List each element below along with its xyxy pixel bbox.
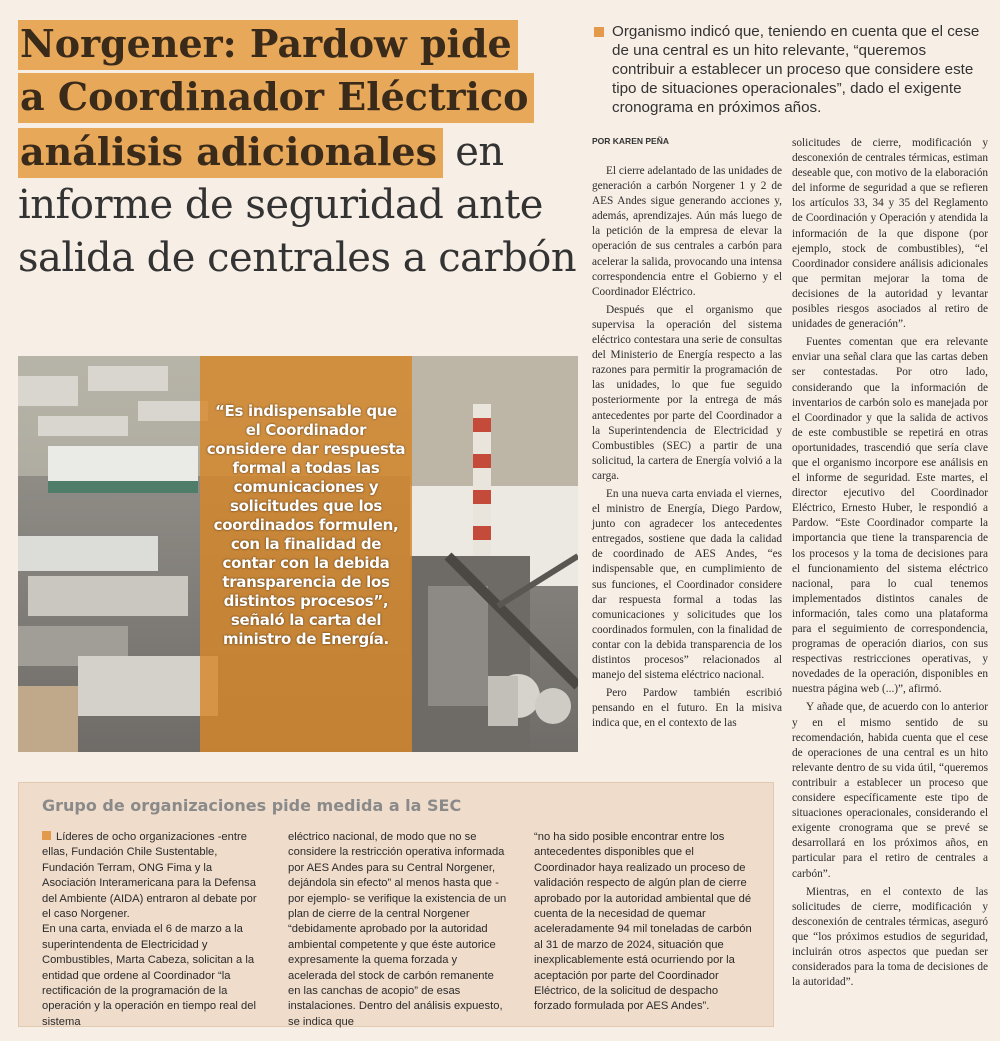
headline-bold-line-2: a Coordinador Eléctrico (18, 73, 534, 123)
headline (18, 20, 588, 285)
sidebar-column-2 (288, 830, 508, 1030)
body-column-2 (792, 136, 988, 993)
square-bullet-icon (42, 831, 51, 840)
byline: POR KAREN PEÑA (592, 136, 669, 146)
paragraph: El cierre adelantado de las unidades de generación a carbón Norgener 1 y 2 de AES Andes sigue generando acciones y, además, aprendizajes. Aún más luego de la petición de la empresa de elevar la operación de sus centrales a carbón para acelerar la salida, provocando una intensa correspondencia entre el Gobierno y el Coordinador Eléctrico. (592, 165, 782, 298)
paragraph: En una nueva carta enviada el viernes, el ministro de Energía, Diego Pardow, junto con agradecer los antecedentes entregados, sostiene que dada la calidad de coordinado de AES Andes, “es indispensable que, en cumplimiento de sus funciones, el Coordinador considere dar respuesta formal a todas las comunicaciones y solicitudes que los coordinados formulen, con la finalidad de contar con la debida transparencia de los distintos procesos” relacionados al manejo del sistema eléctrico nacional. (592, 487, 782, 682)
body-column-1 (592, 164, 782, 734)
lead-paragraph (592, 22, 988, 117)
sidebar-column-3 (534, 830, 754, 1015)
square-bullet-icon (594, 27, 604, 37)
paragraph: Líderes de ocho organizaciones -entre ellas, Fundación Chile Sustentable, Fundación Terram, ONG Fima y la Asociación Interamericana para la Defensa del Ambiente (AIDA) entraron al debate por el caso Norgener. (42, 831, 257, 921)
headline-bold-line-1: Norgener: Pardow pide (18, 20, 518, 70)
paragraph: Después que el organismo que supervisa la operación del sistema eléctrico contestara una serie de consultas del Ministerio de Energía respecto a las razones para permitir la programación de las unidades, lo que fue seguido posteriormente por la entrega de más antecedentes por parte del Coordinador a la Superintendencia de Electricidad y Combustibles (SEC) a partir de una solicitud, la cartera de Energía volvió a la carga. (592, 303, 782, 482)
sidebar-column-1 (42, 830, 262, 1030)
paragraph: “no ha sido posible encontrar entre los antecedentes disponibles que el Coordinador haya realizado un proceso de validación respecto de algún plan de cierre aprobado por la autoridad ambiental que dé cuenta de la necesidad de quemar aceleradamente 94 mil toneladas de carbón al 31 de marzo de 2024, situación que inexplicablemente está ocurriendo por la aceptación por parte del Coordinador Eléctrico, de la solicitud de despacho forzado formulada por AES Andes”. (534, 831, 752, 1013)
pull-quote: “Es indispensable que el Coordinador considere dar respuesta formal a todas las comunicaciones y solicitudes que los coordinados formulen, con la finalidad de contar con la debida transparencia de los distintos procesos”, señaló la carta del ministro de Energía. (206, 402, 406, 648)
paragraph: Fuentes comentan que era relevante enviar una señal clara que las cartas deben ser contestadas. Por otro lado, considerando que la información de inventarios de carbón solo es manejada por el Coordinador y que la salida de activos de este combustible se repetirá en otras oportunidades, trascendió que sería clave que el organismo incorpore ese análisis en el informe de seguridad. Este martes, el director ejecutivo del Coordinador Eléctrico, Ernesto Huber, le respondió a Pardow. “Este Coordinador comparte la importancia que tiene la transparencia de los procesos y la toma de decisiones para el funcionamiento del sistema eléctrico nacional, para lo cual tenemos implementados distintos canales de información, tales como una plataforma para el seguimiento de correspondencia, programas de operación diarios, con sus respectivas restricciones operativas, y novedades de la operación, disponibles en nuestra página web (...)”, afirmó. (792, 336, 988, 696)
paragraph: Pero Pardow también escribió pensando en el futuro. En la misiva indica que, en el contexto de las (592, 687, 782, 730)
headline-bold-line-3: análisis adicionales (18, 128, 443, 178)
paragraph: solicitudes de cierre, modificación y desconexión de centrales térmicas, estiman deseable que, con motivo de la elaboración del informe de seguridad a que se refieren los artículos 33, 34 y 35 del Reglamento de Coordinación y Operación y atendida la información de la que dispone (por ejemplo, stock de combustibles), “el Coordinador considere análisis adicionales que permitan mejorar la toma de decisiones de la autoridad y levantar posibles riesgos asociados al retiro de unidades de generación”. (792, 137, 988, 331)
paragraph: Mientras, en el contexto de las solicitudes de cierre, modificación y desconexión de centrales térmicas, aseguró que “los próximos estudios de seguridad, incluirán otros aspectos que puedan ser considerados para la toma de decisiones de la autoridad”. (792, 885, 988, 989)
paragraph: Y añade que, de acuerdo con lo anterior y en el mismo sentido de su recomendación, habida cuenta que el cese de operaciones de una central es un hito relevante dentro de su vida útil, “queremos contribuir a establecer un proceso que considere específicamente este tipo de situaciones operacionales, considerando el exigente cronograma que se prevé se desarrollará en los próximos años, en particular para el retiro de centrales a carbón”. (792, 701, 988, 880)
sidebar-box-title: Grupo de organizaciones pide medida a la SEC (42, 796, 462, 815)
paragraph: eléctrico nacional, de modo que no se considere la restricción operativa informada por AES Andes para su Central Norgener, dejándola sin efecto” al menos hasta que -por ejemplo- se verifique la existencia de un plan de cierre de la central Norgener “debidamente aprobado por la autoridad ambiental competente y que éste autorice expresamente la quema forzada y acelerada del stock de carbón remanente en las canchas de acopio” de esas instalaciones. Dentro del análisis expuesto, se indica que (288, 831, 507, 1028)
lead-text: Organismo indicó que, teniendo en cuenta que el cese de una central es un hito relevante, “queremos contribuir a establecer un proceso que considere este tipo de situaciones operacionales”, dado el exigente cronograma en próximos años. (612, 23, 980, 116)
headline-bold-tail: en (443, 129, 504, 175)
paragraph: En una carta, enviada el 6 de marzo a la superintendenta de Electricidad y Combustibles, Marta Cabeza, solicitan a la entidad que ordene al Coordinador “la rectificación de la programación de la operación y la operación en tiempo real del sistema (42, 923, 256, 1028)
headline-light-line-2: salida de centrales a carbón (18, 235, 577, 281)
headline-light-line-1: informe de seguridad ante (18, 182, 543, 228)
